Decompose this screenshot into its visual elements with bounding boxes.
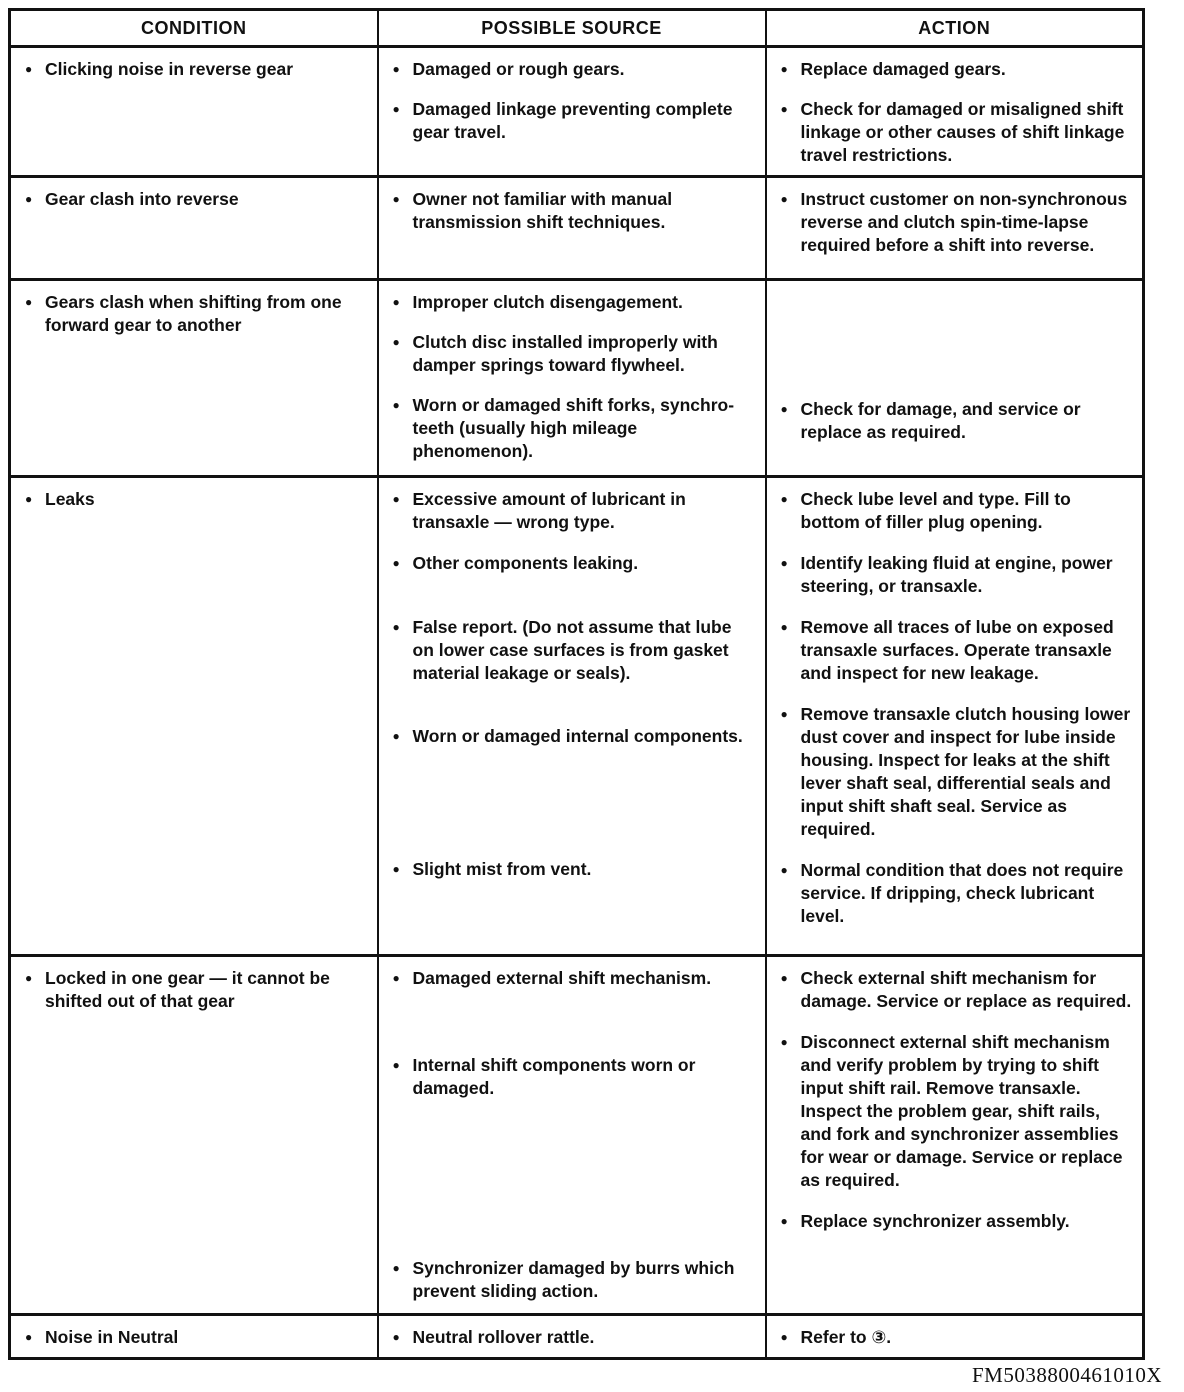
action-cell — [766, 177, 1144, 280]
action-item: ● Normal condition that does not require service. If dripping, check lubricant level. — [779, 859, 1133, 928]
table-row — [10, 280, 1144, 477]
figure-code: FM5038800461010X — [971, 1363, 1162, 1387]
source-item: ● Worn or damaged internal components. — [391, 725, 755, 748]
source-item: ● Improper clutch disengagement. — [391, 291, 755, 314]
table-row — [10, 956, 1144, 1315]
action-item: ● Identify leaking fluid at engine, power steering, or transaxle. — [779, 552, 1133, 598]
condition-text: ● Noise in Neutral — [23, 1326, 367, 1349]
source-cell — [378, 280, 766, 477]
source-item: ● Excessive amount of lubricant in transaxle — wrong type. — [391, 488, 755, 534]
condition-cell — [10, 956, 378, 1315]
condition-cell — [10, 1315, 378, 1359]
action-item: ● Refer to ③. — [779, 1326, 1133, 1349]
action-item: ● Instruct customer on non-synchronous reverse and clutch spin-time-lapse required before a shift into reverse. — [779, 188, 1133, 257]
table-row — [10, 1315, 1144, 1359]
action-item: ● Replace synchronizer assembly. — [779, 1210, 1133, 1233]
source-cell — [378, 177, 766, 280]
action-cell — [766, 477, 1144, 956]
condition-cell — [10, 477, 378, 956]
condition-cell — [10, 47, 378, 177]
source-item: ● Damaged external shift mechanism. — [391, 967, 755, 990]
diagnosis-table — [8, 8, 1145, 1360]
source-cell — [378, 956, 766, 1315]
header-row — [10, 10, 1144, 47]
source-item: ● Damaged or rough gears. — [391, 58, 755, 81]
source-item: ● Neutral rollover rattle. — [391, 1326, 755, 1349]
source-item: ● Synchronizer damaged by burrs which prevent sliding action. — [391, 1257, 755, 1303]
table-row — [10, 47, 1144, 177]
action-item: ● Check for damaged or misaligned shift linkage or other causes of shift linkage travel restrictions. — [779, 98, 1133, 167]
source-item: ● Owner not familiar with manual transmission shift techniques. — [391, 188, 755, 234]
action-cell — [766, 47, 1144, 177]
source-item: ● Internal shift components worn or damaged. — [391, 1054, 755, 1100]
table-row — [10, 477, 1144, 956]
document-page — [8, 8, 1142, 1360]
action-cell — [766, 956, 1144, 1315]
condition-text: ● Leaks — [23, 488, 367, 511]
action-cell — [766, 1315, 1144, 1359]
action-item: ● Remove all traces of lube on exposed transaxle surfaces. Operate transaxle and inspect for new leakage. — [779, 616, 1133, 685]
action-item: ● Remove transaxle clutch housing lower dust cover and inspect for lube inside housing. Inspect for leaks at the shift lever shaft seal, differential seals and input shift shaft seal. Service as required. — [779, 703, 1133, 841]
header-action: ACTION — [766, 10, 1144, 47]
condition-text: ● Locked in one gear — it cannot be shifted out of that gear — [23, 967, 367, 1013]
source-item: ● Clutch disc installed improperly with damper springs toward flywheel. — [391, 331, 755, 377]
condition-cell — [10, 280, 378, 477]
source-cell — [378, 1315, 766, 1359]
action-item: ● Check for damage, and service or replace as required. — [779, 398, 1133, 444]
action-item: ● Disconnect external shift mechanism and verify problem by trying to shift input shift rail. Remove transaxle. Inspect the problem gear, shift rails, and fork and synchronizer assemblies for wear or damage. Service or replace as required. — [779, 1031, 1133, 1192]
action-item: ● Replace damaged gears. — [779, 58, 1133, 81]
source-item: ● Slight mist from vent. — [391, 858, 755, 881]
action-cell — [766, 280, 1144, 477]
source-item: ● False report. (Do not assume that lube on lower case surfaces is from gasket material leakage or seals). — [391, 616, 755, 685]
source-item: ● Other components leaking. — [391, 552, 755, 575]
source-cell — [378, 47, 766, 177]
source-item: ● Damaged linkage preventing complete gear travel. — [391, 98, 755, 144]
condition-text: ● Gear clash into reverse — [23, 188, 367, 211]
source-cell — [378, 477, 766, 956]
header-condition: CONDITION — [10, 10, 378, 47]
table-row — [10, 177, 1144, 280]
condition-cell — [10, 177, 378, 280]
action-item: ● Check lube level and type. Fill to bottom of filler plug opening. — [779, 488, 1133, 534]
source-item: ● Worn or damaged shift forks, synchro-teeth (usually high mileage phenomenon). — [391, 394, 755, 463]
action-item: ● Check external shift mechanism for damage. Service or replace as required. — [779, 967, 1133, 1013]
condition-text: ● Clicking noise in reverse gear — [23, 58, 367, 81]
header-possible-source: POSSIBLE SOURCE — [378, 10, 766, 47]
condition-text: ● Gears clash when shifting from one forward gear to another — [23, 291, 367, 337]
